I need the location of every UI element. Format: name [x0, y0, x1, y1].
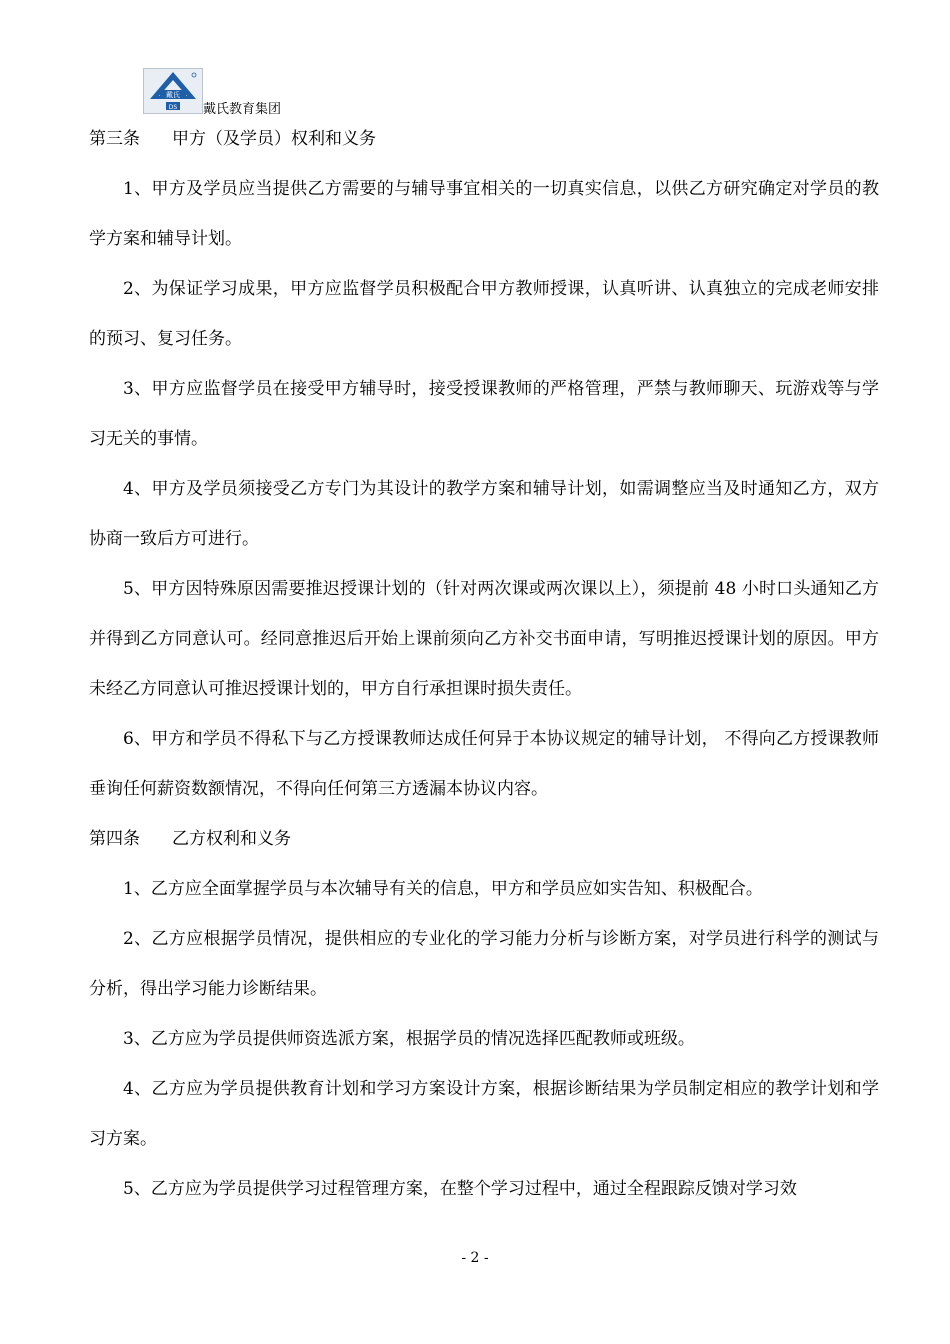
section-heading-3: [89, 114, 879, 164]
clause-paragraph: 3、甲方应监督学员在接受甲方辅导时，接受授课教师的严格管理，严禁与教师聊天、玩游戏等与学习无关的事情。: [89, 379, 879, 449]
clause-paragraph: 1、甲方及学员应当提供乙方需要的与辅导事宜相关的一切真实信息，以供乙方研究确定对学员的教学方案和辅导计划。: [89, 179, 879, 249]
document-body: [89, 114, 879, 1214]
clause-paragraph: 3、乙方应为学员提供师资选派方案，根据学员的情况选择匹配教师或班级。: [123, 1029, 695, 1049]
clause-paragraph: 4、甲方及学员须接受乙方专门为其设计的教学方案和辅导计划，如需调整应当及时通知乙方，双方协商一致后方可进行。: [89, 479, 879, 549]
company-logo: [143, 68, 203, 114]
dai-shi-logo-icon: [144, 69, 202, 113]
logo-text: 戴氏: [166, 91, 180, 99]
group-name: 戴氏教育集团: [203, 102, 282, 117]
clause-paragraph: 4、乙方应为学员提供教育计划和学习方案设计方案，根据诊断结果为学员制定相应的教学计划和学习方案。: [89, 1079, 879, 1149]
clause-paragraph: 5、甲方因特殊原因需要推迟授课计划的（针对两次课或两次课以上），须提前 48 小时口头通知乙方并得到乙方同意认可。经同意推迟后开始上课前须向乙方补交书面申请，写明推迟授课计划的原因。甲方未经乙方同意认可推迟授课计划的，甲方自行承担课时损失责任。: [89, 579, 879, 699]
section-heading-4: [89, 814, 879, 864]
article-title: 甲方（及学员）权利和义务: [172, 129, 376, 149]
clause-paragraph: 2、为保证学习成果，甲方应监督学员积极配合甲方教师授课，认真听讲、认真独立的完成老师安排的预习、复习任务。: [89, 279, 879, 349]
article-number: 第四条: [89, 829, 140, 849]
clause-paragraph: 5、乙方应为学员提供学习过程管理方案，在整个学习过程中，通过全程跟踪反馈对学习效: [123, 1179, 797, 1199]
clause-paragraph: 6、甲方和学员不得私下与乙方授课教师达成任何异于本协议规定的辅导计划， 不得向乙方授课教师垂询任何薪资数额情况，不得向任何第三方透漏本协议内容。: [89, 729, 879, 799]
clause-paragraph: 2、乙方应根据学员情况，提供相应的专业化的学习能力分析与诊断方案，对学员进行科学的测试与分析，得出学习能力诊断结果。: [89, 929, 879, 999]
article-number: 第三条: [89, 129, 140, 149]
page-number: - 2 -: [461, 1250, 489, 1266]
article-title: 乙方权利和义务: [172, 829, 291, 849]
clause-paragraph: 1、乙方应全面掌握学员与本次辅导有关的信息，甲方和学员应如实告知、积极配合。: [123, 879, 763, 899]
logo-subtext: DS: [168, 104, 178, 111]
